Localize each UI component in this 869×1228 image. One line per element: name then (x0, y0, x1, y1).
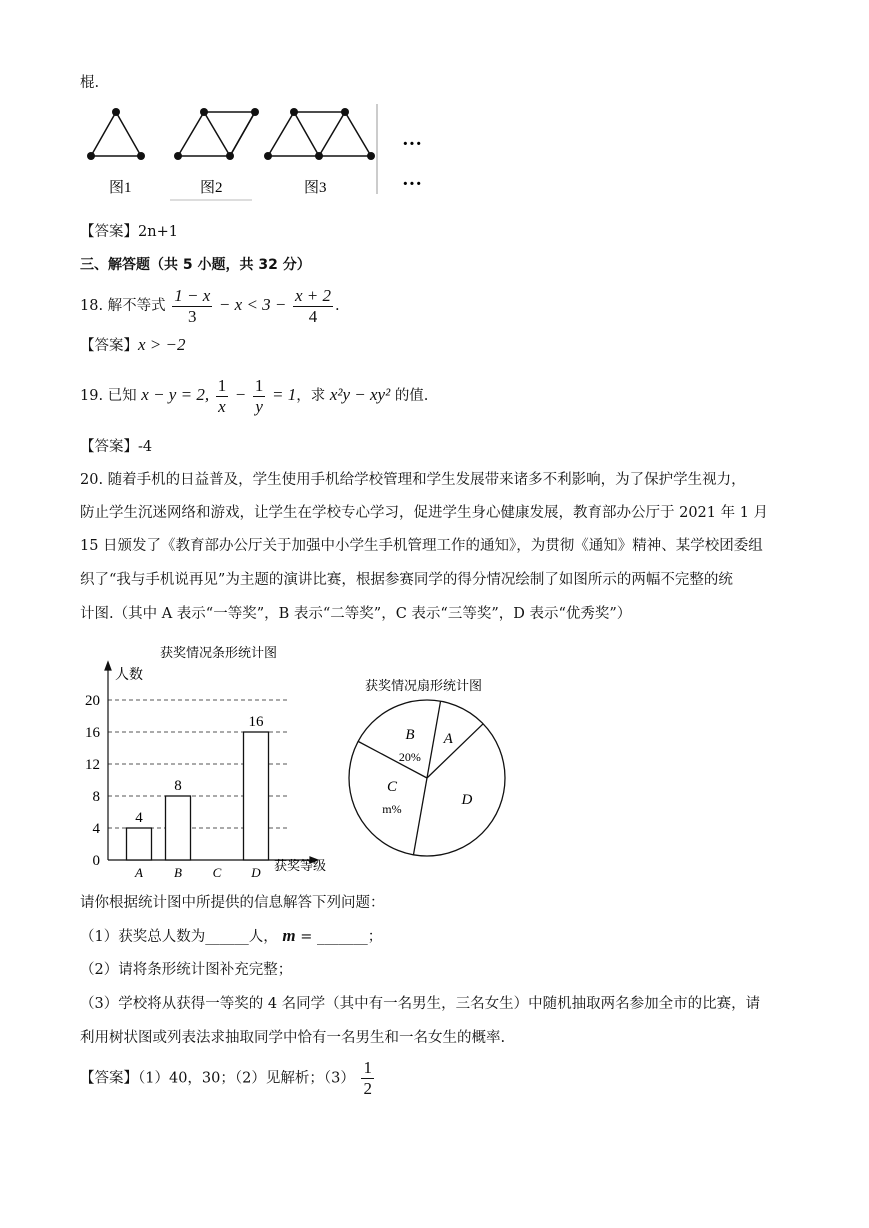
pie-slice-percent: m% (382, 802, 402, 817)
frac-num: 1 (217, 375, 227, 395)
q19-fraction-b (253, 376, 266, 417)
q18-end: . (335, 298, 340, 314)
frac-den: 3 (188, 306, 197, 326)
bar-chart-y-ticks (85, 693, 101, 869)
bar-chart-xlabel: 获奖等级 (274, 858, 327, 873)
frac-den: y (255, 396, 263, 416)
ellipsis-1: ··· (402, 133, 423, 155)
q18-fraction-1 (172, 286, 212, 327)
pie-slice-percent: 20% (398, 749, 421, 764)
bar-value-label: 8 (174, 778, 182, 794)
q20-line-1: 20. 随着手机的日益普及，学生使用手机给学校管理和学生发展带来诸多不利影响，为了保护学生视力， (80, 472, 746, 488)
pie-chart (345, 670, 545, 870)
y-tick-label: 20 (85, 693, 100, 709)
y-tick-label: 4 (92, 821, 100, 837)
frac-den: 2 (363, 1079, 372, 1098)
bar-chart-ylabel: 人数 (115, 668, 143, 683)
q18-middle: − x < 3 − (218, 295, 287, 314)
q20-line-3: 15 日颁发了《教育部办公厅关于加强中小学生手机管理工作的通知》，为贯彻《通知》精神、某学校团委组 (80, 538, 763, 554)
figure-2 (178, 112, 255, 156)
task-1-text: （1）获奖总人数为______人， (80, 929, 278, 945)
q20-line-4: 织了“我与手机说再见”为主题的演讲比赛，根据参赛同学的得分情况绘制了如图所示的两幅不完整的统 (80, 572, 733, 588)
q19-equals: = 1 (272, 385, 297, 404)
q18-number: 18. (80, 298, 104, 314)
figure-1-vertices (87, 108, 145, 160)
q19-condition: x − y = 2, (141, 385, 210, 404)
figure-label-1: 图1 (109, 180, 132, 196)
y-tick-label: 12 (85, 757, 100, 773)
q19-prefix: 已知 (107, 388, 137, 404)
pie-slice-label-C: C (386, 779, 397, 796)
q18-answer (80, 335, 186, 356)
q20-task-2: （2）请将条形统计图补充完整； (80, 962, 293, 978)
q20-task-3-cont: 利用树状图或列表法求抽取同学中恰有一名男生和一名女生的概率. (80, 1030, 506, 1046)
answer-fraction (361, 1058, 374, 1099)
x-tick-label: B (174, 865, 182, 880)
x-tick-label: C (212, 865, 222, 880)
q19-suffix: 的值. (394, 388, 429, 404)
q19-middle: ，求 (296, 388, 326, 404)
answer-text: （1）40，30；（2）见解析；（3） (138, 1070, 355, 1087)
bar-value-label: 4 (135, 810, 143, 826)
task-1-m: m (282, 926, 296, 945)
q18-fraction-2 (293, 286, 333, 327)
q19-minus: − (234, 385, 247, 404)
q19-number: 19. (80, 388, 104, 404)
figure-3 (268, 112, 371, 156)
q20-line-5: 计图.（其中 A 表示“一等奖”，B 表示“二等奖”，C 表示“三等奖”，D 表示“优秀奖”） (80, 606, 632, 622)
question-19 (80, 375, 428, 417)
section-heading: 三、解答题（共 5 小题，共 32 分） (80, 257, 311, 273)
q19-fraction-a (216, 376, 229, 417)
q19-expression: x²y − xy² (329, 385, 391, 404)
q20-task-intro: 请你根据统计图中所提供的信息解答下列问题： (80, 895, 385, 911)
pie-slice-label-B: B (405, 726, 415, 743)
figure-label-3: 图3 (304, 180, 327, 196)
frac-num: 1 − x (174, 285, 211, 305)
frac-num: x + 2 (295, 285, 332, 305)
q20-task-1 (80, 926, 382, 947)
pie-chart-title: 获奖情况扇形统计图 (365, 678, 483, 693)
bar-chart-bars (127, 714, 269, 860)
triangle-figures (80, 102, 460, 212)
answer-label: 【答案】 (80, 439, 138, 455)
q19-answer (80, 437, 152, 457)
bar-A (127, 828, 152, 860)
q20-task-3: （3）学校将从获得一等奖的 4 名同学（其中有一名男生，三名女生）中随机抽取两名参加全市的比赛，请 (80, 996, 761, 1012)
answer-label: 【答案】 (80, 1070, 138, 1087)
answer-value: x > −2 (138, 335, 186, 354)
answer-value: 2n+1 (138, 224, 178, 240)
frac-den: 4 (308, 306, 318, 326)
top-fragment: 棍. (80, 75, 100, 91)
bar-chart-x-ticks (134, 865, 261, 880)
x-tick-label: A (135, 865, 143, 880)
bar-value-label: 16 (248, 714, 264, 730)
pie-slice-label-A: A (443, 731, 453, 748)
figure-label-2: 图2 (200, 180, 223, 196)
answer-label: 【答案】 (80, 224, 138, 240)
y-tick-label: 8 (92, 789, 100, 805)
answer-value: -4 (138, 439, 153, 455)
bar-B (166, 796, 191, 860)
bar-chart-title: 获奖情况条形统计图 (160, 645, 278, 660)
answer-label: 【答案】 (80, 338, 138, 354)
y-tick-label: 16 (85, 725, 100, 741)
q18-prefix: 解不等式 (107, 298, 166, 314)
pie-slice-label-D: D (461, 792, 473, 809)
task-1-eq: = _______； (300, 929, 383, 945)
ellipsis-2: ··· (402, 173, 423, 195)
x-tick-label: D (251, 865, 261, 880)
pie-chart-slices (349, 700, 505, 856)
q17-answer (80, 222, 178, 242)
q20-answer (80, 1058, 376, 1099)
y-tick-label: 0 (92, 853, 100, 869)
bar-chart (80, 640, 350, 880)
figure-1 (91, 112, 141, 156)
question-18 (80, 285, 340, 327)
bar-D (244, 732, 269, 860)
frac-den: x (218, 396, 226, 416)
q20-line-2: 防止学生沉迷网络和游戏，让学生在学校专心学习，促进学生身心健康发展，教育部办公厅于 2021 年 1 月 (80, 505, 769, 521)
frac-num: 1 (254, 375, 264, 395)
frac-num: 1 (363, 1058, 372, 1077)
